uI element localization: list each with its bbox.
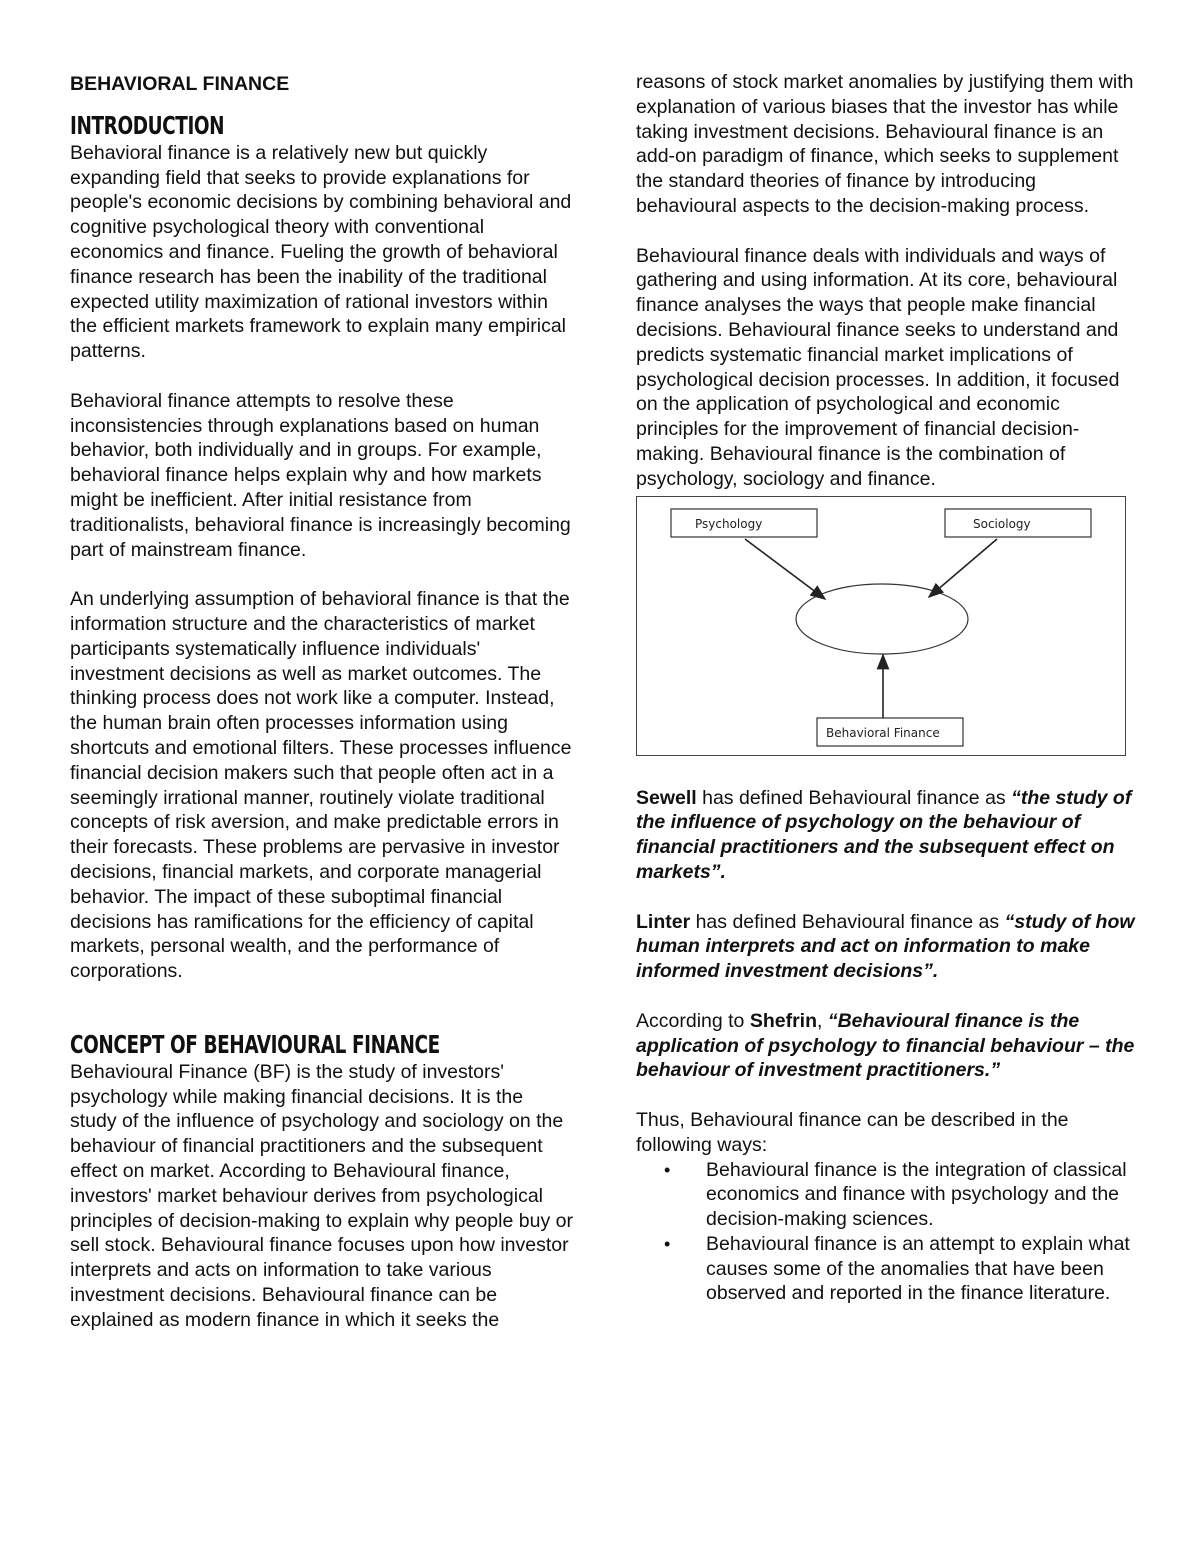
- document-title: BEHAVIORAL FINANCE: [70, 73, 290, 95]
- definition-shefrin-quote: “Behavioural finance is the application of psychology to financial behaviour – the behaviour of investment practitioners.”: [636, 1009, 1135, 1082]
- thus-intro: Thus, Behavioural finance can be described in the following ways:: [636, 1108, 1069, 1156]
- concept-paragraph-2: Behavioural finance deals with individuals and ways of gathering and using information. At its core, behavioural finance analyses the ways that people make financial decisions. Behavioural finance seeks to understand and predicts systematic financial market implications of psychological decision processes. In addition, it focused on the application of psychological and economic principles for the improvement of financial decision- making. Behavioural finance is the combination of psychology, sociology and finance.: [636, 244, 1120, 490]
- definition-sewell-quote: “the study of the influence of psychology on the behaviour of financial practitioners and the subsequent effect on markets”.: [636, 786, 1132, 883]
- definition-sewell-name: Sewell: [636, 786, 697, 809]
- left-column: [70, 68, 575, 1333]
- concept-heading: CONCEPT OF BEHAVIOURAL FINANCE: [70, 1029, 440, 1059]
- intro-paragraph-2: Behavioral finance attempts to resolve these inconsistencies through explanations based on human behavior, both individually and in groups. For example, behavioral finance helps explain why and how markets might be inefficient. After initial resistance from traditionalists, behavioral finance is increasingly becoming part of mainstream finance.: [70, 389, 571, 561]
- intro-paragraph-3: An underlying assumption of behavioral finance is that the information structure and the characteristics of market participants systematically influence individuals' investment decisions as well as market outcomes. The thinking process does not work like a computer. Instead, the human brain often processes information using shortcuts and emotional filters. These processes influence financial decision makers such that people often act in a seemingly irrational manner, routinely violate traditional concepts of risk aversion, and make predictable errors in their forecasts. These problems are pervasive in investor decisions, financial markets, and corporate managerial behavior. The impact of these suboptimal financial decisions has ramifications for the efficiency of capital markets, personal wealth, and the performance of corporations.: [70, 588, 572, 983]
- bullet-item-2: • Behavioural finance is an attempt to explain what causes some of the anomalies that have been observed and reported in the finance literature.: [706, 1232, 1136, 1306]
- bullet-item-1: • Behavioural finance is the integration of classical economics and finance with psychology and the decision-making sciences.: [706, 1158, 1136, 1232]
- arrow-psychology: [745, 539, 825, 599]
- definition-linter-quote: “study of how human interprets and act on information to make informed investment decisions”.: [636, 910, 1135, 983]
- definition-sewell: Sewell has defined Behavioural finance as “the study of the influence of psychology on the behaviour of financial practitioners and the subsequent effect on markets”.: [636, 786, 1132, 883]
- concept-paragraph-1-part1: Behavioural Finance (BF) is the study of investors' psychology while making financial decisions. It is the study of the influence of psychology and sociology on the behaviour of financial practitioners and the subsequent effect on market. According to Behavioural finance, investors' market behaviour derives from psychological principles of decision-making to explain why people buy or sell stock. Behavioural finance focuses upon how investor interprets and acts on information to take various investment decisions. Behavioural finance can be explained as modern finance in which it seeks the: [70, 1060, 573, 1331]
- arrow-sociology: [929, 539, 997, 597]
- definition-shefrin: According to Shefrin, “Behavioural finance is the application of psychology to financial behaviour – the behaviour of investment practitioners.”: [636, 1009, 1135, 1082]
- behavioral-finance-box: [817, 718, 963, 746]
- psychology-label: Psychology: [695, 516, 763, 531]
- psychology-box: [671, 509, 817, 537]
- sociology-box: [945, 509, 1091, 537]
- right-column: [636, 70, 1136, 1306]
- behavioral-finance-label: Behavioral Finance: [826, 725, 940, 740]
- definition-linter-name: Linter: [636, 910, 691, 933]
- introduction-heading: INTRODUCTION: [70, 110, 225, 140]
- behavioral-finance-diagram: [636, 496, 1126, 756]
- sociology-label: Sociology: [973, 516, 1031, 531]
- definition-linter: Linter has defined Behavioural finance as “study of how human interprets and act on information to make informed investment decisions”.: [636, 910, 1135, 983]
- center-ellipse: [796, 584, 968, 654]
- intro-paragraph-1: Behavioral finance is a relatively new but quickly expanding field that seeks to provide explanations for people's economic decisions by combining behavioral and cognitive psychological theory with conventional economics and finance. Fueling the growth of behavioral finance research has been the inability of the traditional expected utility maximization of rational investors within the efficient markets framework to explain many empirical patterns.: [70, 141, 572, 363]
- concept-paragraph-1-part2: reasons of stock market anomalies by justifying them with explanation of various biases that the investor has while taking investment decisions. Behavioural finance is an add-on paradigm of finance, which seeks to supplement the standard theories of finance by introducing behavioural aspects to the decision-making process.: [636, 71, 1134, 217]
- definition-shefrin-name: Shefrin: [749, 1009, 817, 1032]
- thus-bullet-list: [636, 1158, 1136, 1307]
